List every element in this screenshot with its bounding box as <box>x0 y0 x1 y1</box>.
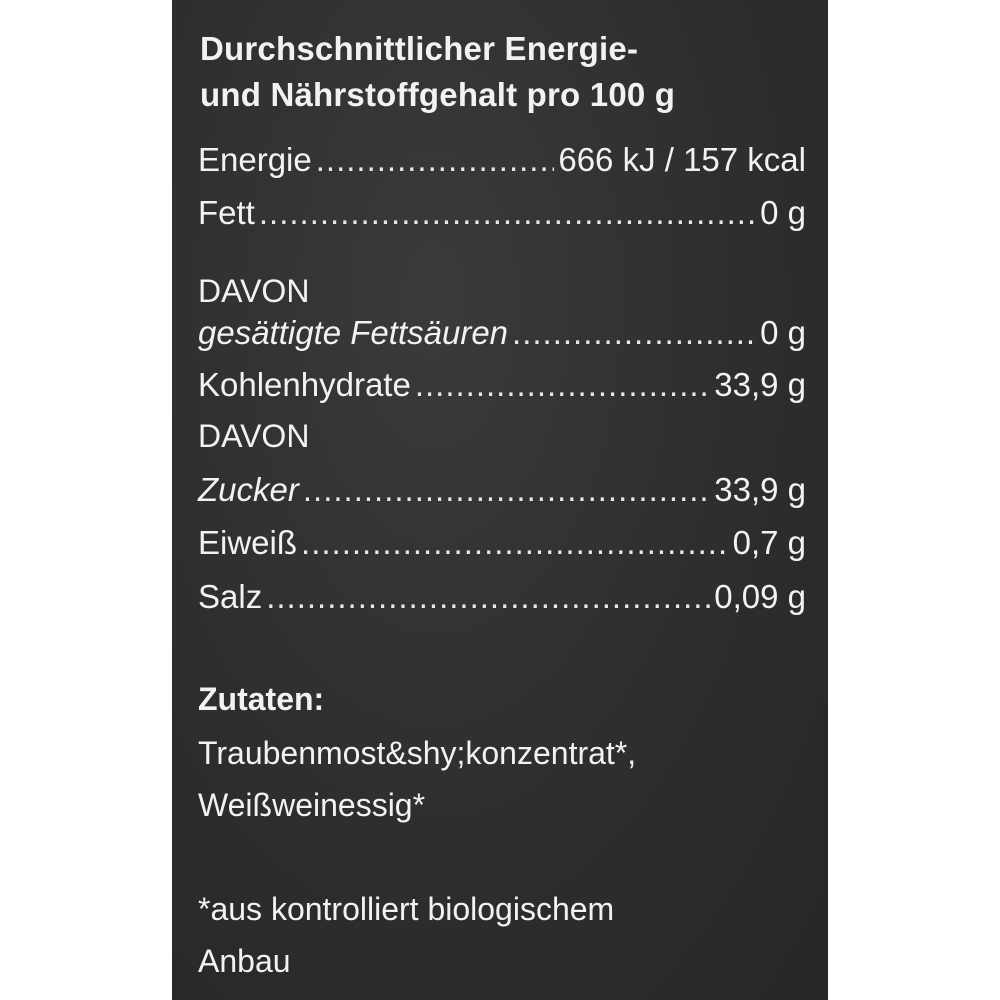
row-kohlenhydrate <box>198 362 806 408</box>
salz-value: 0,09 g <box>714 578 806 615</box>
nutrition-board <box>172 0 828 1000</box>
leader-dots <box>415 362 710 408</box>
leader-dots <box>266 574 710 620</box>
zucker-value: 33,9 g <box>714 471 806 508</box>
fettsaeuren-value: 0 g <box>760 314 806 351</box>
row-salz <box>198 574 806 620</box>
leader-dots <box>316 137 555 183</box>
row-energie <box>198 137 806 183</box>
fett-value: 0 g <box>760 194 806 231</box>
kohlenhydrate-value: 33,9 g <box>714 366 806 403</box>
nutrition-title <box>200 26 810 118</box>
energie-value: 666 kJ / 157 kcal <box>558 141 806 178</box>
ingredients-line-1: Traubenmost&shy;konzentrat*, <box>198 735 637 771</box>
energie-label: Energie <box>198 141 312 178</box>
leader-dots <box>303 467 710 513</box>
footnote-line-2: Anbau <box>198 943 291 979</box>
eiweiss-value: 0,7 g <box>732 524 806 561</box>
ingredients-line-2: Weißweinessig* <box>198 787 426 823</box>
leader-dots <box>259 190 756 236</box>
title-line-2: und Nährstoffgehalt pro 100 g <box>200 76 676 113</box>
davon-label-2: DAVON <box>198 418 310 454</box>
kohlenhydrate-label: Kohlenhydrate <box>198 366 411 403</box>
row-fettsaeuren <box>198 310 806 356</box>
leader-dots <box>512 310 756 356</box>
row-zucker <box>198 467 806 513</box>
zucker-label: Zucker <box>198 471 299 508</box>
row-fett <box>198 190 806 236</box>
fett-label: Fett <box>198 194 255 231</box>
fettsaeuren-label: gesättigte Fettsäuren <box>198 314 509 351</box>
title-line-1: Durchschnittlicher Energie- <box>200 30 639 67</box>
eiweiss-label: Eiweiß <box>198 524 298 561</box>
leader-dots <box>301 520 729 566</box>
ingredients-heading: Zutaten: <box>198 681 325 717</box>
row-eiweiss <box>198 520 806 566</box>
salz-label: Salz <box>198 578 263 615</box>
davon-label-1: DAVON <box>198 273 310 309</box>
footnote-line-1: *aus kontrolliert biologischem <box>198 891 615 927</box>
